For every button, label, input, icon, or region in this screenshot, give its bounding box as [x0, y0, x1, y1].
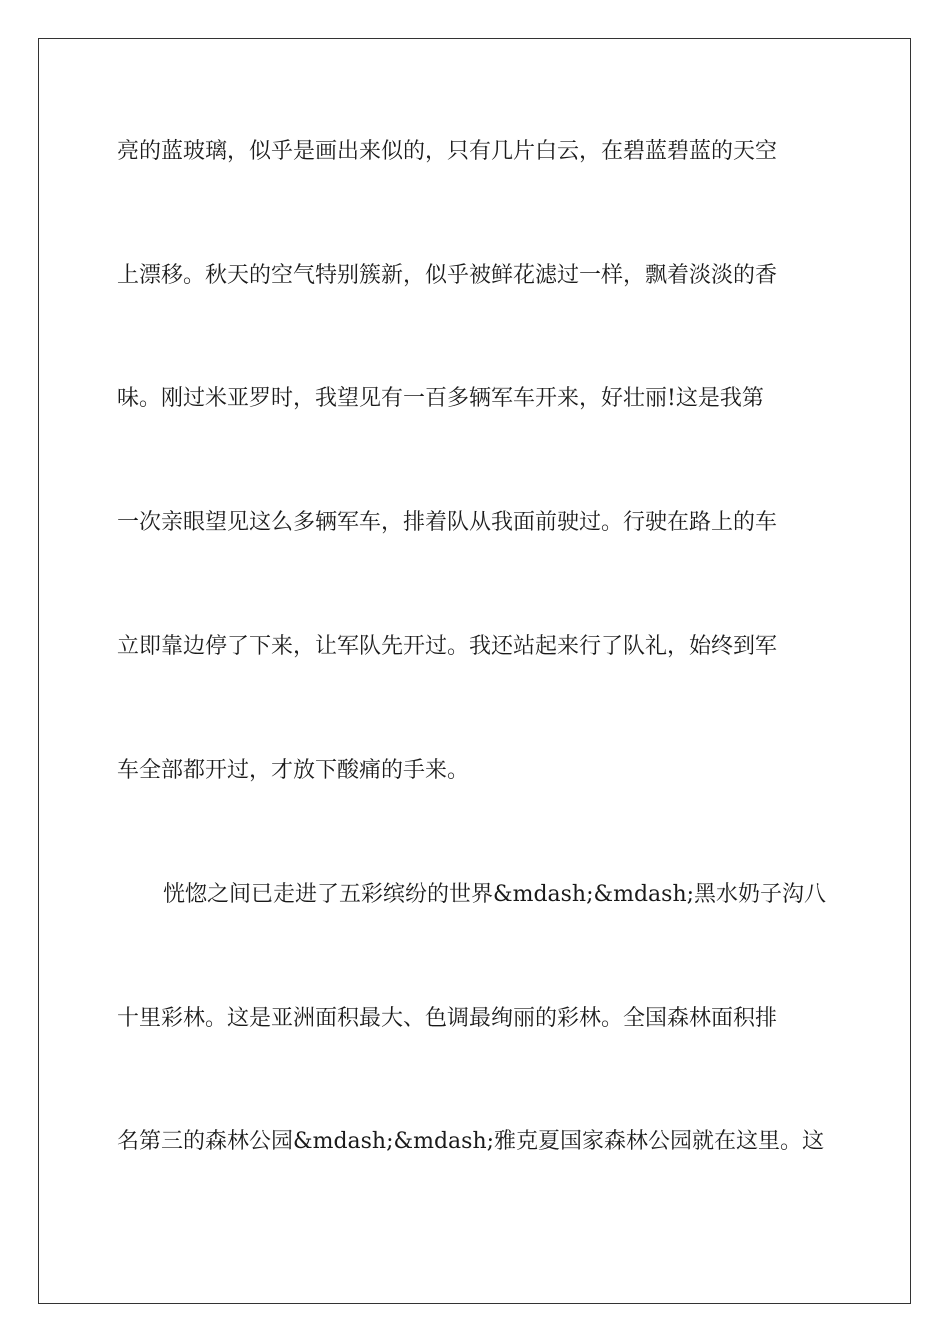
paragraph-line: 车全部都开过，才放下酸痛的手来。	[117, 758, 470, 783]
paragraph-line: 恍惚之间已走进了五彩缤纷的世界&mdash;&mdash;黑水奶子沟八	[163, 882, 827, 907]
paragraph-line: 上漂移。秋天的空气特别簇新，似乎被鲜花滤过一样，飘着淡淡的香	[117, 263, 778, 288]
paragraph-line: 亮的蓝玻璃，似乎是画出来似的，只有几片白云，在碧蓝碧蓝的天空	[117, 139, 778, 164]
paragraph-line: 一次亲眼望见这么多辆军车，排着队从我面前驶过。行驶在路上的车	[117, 510, 778, 535]
paragraph-line: 味。刚过米亚罗时，我望见有一百多辆军车开来，好壮丽!这是我第	[117, 386, 764, 411]
paragraph-line: 十里彩林。这是亚洲面积最大、色调最绚丽的彩林。全国森林面积排	[117, 1006, 778, 1031]
paragraph-line: 名第三的森林公园&mdash;&mdash;雅克夏国家森林公园就在这里。这	[117, 1129, 825, 1154]
paragraph-line: 立即靠边停了下来，让军队先开过。我还站起来行了队礼，始终到军	[117, 634, 778, 659]
page-border	[38, 38, 911, 1304]
